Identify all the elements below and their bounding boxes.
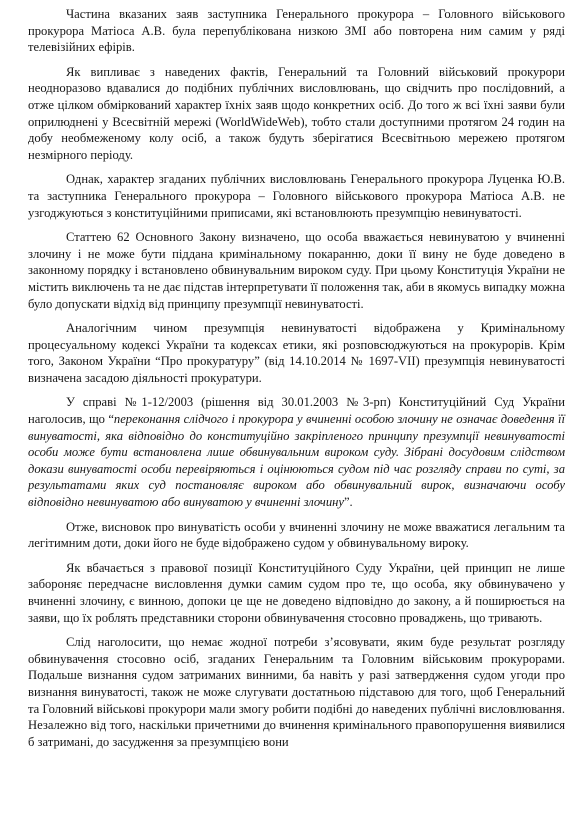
- paragraph-2: Як випливає з наведених фактів, Генеральний та Головний військовий прокурори неодноразово вдавалися до подібних публічних висловлювань, що свідчить про послідовний, а отже цілком обміркований характер їхніх заяв щодо конкретних осіб. До того ж всі їхні заяви були оприлюднені у Всесвітній мережі (WorldWideWeb), тобто стали доступними протягом 24 годин на добу необмеженому колу осіб, а також будуть зберігатися Всесвітньою мережею протягом незмірного періоду.: [28, 64, 565, 162]
- paragraph-6-court-quote: [28, 394, 565, 510]
- paragraph-1: Частина вказаних заяв заступника Генерального прокурора – Головного військового прокурора Матіоса А.В. була перепублікована низкою ЗМІ або повторена ним самим у ряді телевізійних ефірів.: [28, 7, 565, 55]
- paragraph-4: Статтею 62 Основного Закону визначено, що особа вважається невинуватою у вчиненні злочину і не може бути піддана кримінальному покаранню, доки її вину не буде доведено в законному порядку і встановлено обвинувальним вироком суду. При цьому Конституція України не містить виключень та не дає підстав інтерпретувати її положення так, аби в якомусь випадку можна було допускати відхід від принципу презумпції невинуватості.: [28, 230, 565, 311]
- paragraph-7: Отже, висновок про винуватість особи у вчиненні злочину не може вважатися легальним та легітимним доти, доки його не буде відображено судом у обвинувальному вироку.: [28, 519, 565, 551]
- quote-tail: ”.: [343, 495, 353, 510]
- paragraph-3: Однак, характер згаданих публічних висловлювань Генерального прокурора Луценка Ю.В. та заступника Генерального прокурора – Головного військового прокурора Матіоса А.В. не узгоджуються з конституційними приписами, які встановлюють презумпцію невинуватості.: [28, 172, 565, 220]
- paragraph-8: Як вбачається з правової позиції Конституційного Суду України, цей принцип не лише забороняє передчасне висловлення думки самим судом про те, що особа, яку обвинувачено у вчиненні злочину, є винною, допоки це ще не доведено відповідно до закону, а й поширюється на заяви, що їх роблять представники сторони обвинувачення стосовно проваджень, що тривають.: [28, 560, 565, 625]
- paragraph-5: Аналогічним чином презумпція невинуватості відображена у Кримінальному процесуальному кодексі України та кодексах етики, які розповсюджуються на прокурорів. Крім того, Законом України “Про прокуратуру” (від 14.10.2014 № 1697-VII) презумпція невинуватості визначена засадою діяльності прокуратури.: [28, 321, 565, 385]
- paragraph-9: Слід наголосити, що немає жодної потреби з’ясовувати, яким буде результат розгляду обвинувачення стосовно осіб, згаданих Генеральним та Головним військовим прокурорами. Подальше визнання судом затриманих винними, ба навіть у разі затвердження судом угоди про визнання винуватості, також не може слугувати достатньою підставою для того, щоб Генеральний та Головний військові прокурори мали змогу робити подібні до наведених публічні висловлювання. Незалежно від того, наскільки причетними до вчинення кримінального правопорушення виявилися б затримані, до засудження за презумпцією вони: [28, 635, 565, 749]
- quote-lead: У справі №1-12/2003 (рішення від 30.01.2003 №3-рп) Конституційний Суд України наголосив, що “: [28, 395, 565, 427]
- court-quote-italic: переконання слідчого і прокурора у вчиненні особою злочину не означає доведення її винуватості, яка відповідно до конституційно закріпленого принципу презумпції невинуватості особи може бути встановлена лише обвинувальним вироком суду. Зібрані досудовим слідством докази винуватості особи перевіряються і оцінюються судом під час розгляду справи по суті, за результатами яких суд постановляє вироком або обвинувальний вирок, визначаючи особу відповідно невинуватою або винуватою у вчиненні злочину: [28, 412, 565, 510]
